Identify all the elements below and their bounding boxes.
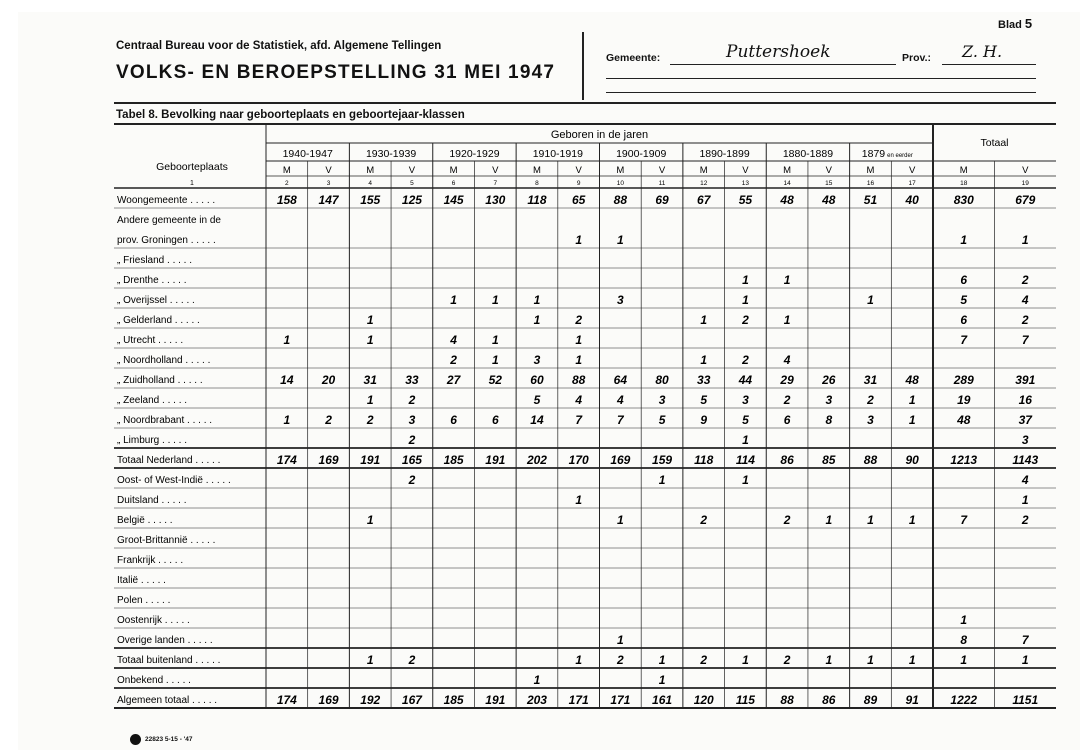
cell-value: 89 [863, 693, 878, 707]
label-header: Geboorteplaats [156, 161, 228, 173]
cell-value: 5 [742, 413, 749, 427]
cell-value: 5 [960, 293, 968, 307]
year-group-label: 1880-1889 [782, 148, 834, 160]
cell-value: 7 [960, 333, 968, 347]
cell-value: 4 [1021, 293, 1029, 307]
cell-value: 1 [575, 333, 582, 347]
sex-header: V [658, 165, 666, 176]
census-form-sheet [18, 12, 1080, 750]
column-number: 15 [825, 180, 833, 187]
label-column-number: 1 [190, 180, 194, 187]
cell-value: 1 [491, 293, 499, 307]
cell-value: 4 [1021, 473, 1029, 487]
cell-value: 1 [867, 653, 874, 667]
cell-value: 191 [485, 693, 506, 707]
cell-value: 1 [960, 233, 968, 247]
cell-value: 2 [366, 413, 374, 427]
cell-value: 7 [1021, 633, 1029, 647]
cell-value: 391 [1015, 373, 1036, 387]
cell-value: 679 [1015, 193, 1036, 207]
cell-value: 1 [825, 653, 833, 667]
cell-value: 3 [825, 393, 833, 407]
cell-value: 1 [908, 413, 916, 427]
cell-value: 1 [742, 293, 749, 307]
column-number: 13 [741, 180, 750, 187]
row-label: prov. Groningen . . . . . [117, 235, 216, 246]
cell-value: 1 [1021, 493, 1029, 507]
cell-value: 2 [700, 653, 708, 667]
cell-value: 4 [575, 393, 582, 407]
cell-value: 2 [1021, 313, 1029, 327]
cell-value: 14 [280, 373, 294, 387]
cell-value: 202 [526, 453, 547, 467]
cell-value: 1 [867, 293, 874, 307]
year-group-label: 1900-1909 [616, 148, 667, 160]
cell-value: 191 [360, 453, 381, 467]
year-group-suffix: en eerder [887, 153, 913, 159]
row-label: Overige landen . . . . . [117, 635, 213, 646]
form-title: VOLKS- EN BEROEPSTELLING 31 MEI 1947 [116, 62, 556, 83]
cell-value: 80 [655, 373, 669, 387]
cell-value: 1 [491, 333, 499, 347]
cell-value: 55 [738, 193, 753, 207]
row-label: België . . . . . [117, 515, 173, 526]
cell-value: 158 [276, 193, 297, 207]
sex-header: M [699, 165, 708, 176]
sex-header: V [408, 165, 416, 176]
cell-value: 2 [742, 313, 749, 327]
cell-value: 165 [401, 453, 422, 467]
row-label: Onbekend . . . . . [117, 675, 191, 686]
cell-value: 8 [825, 413, 833, 427]
sex-header: V [908, 165, 916, 176]
row-label: „ Zuidholland . . . . . [117, 375, 203, 386]
cell-value: 16 [1018, 393, 1032, 407]
column-number: 18 [960, 180, 968, 187]
cell-value: 3 [867, 413, 874, 427]
cell-value: 2 [783, 393, 791, 407]
cell-value: 115 [735, 693, 755, 707]
cell-value: 155 [360, 193, 381, 207]
cell-value: 48 [822, 193, 836, 207]
cell-value: 1 [700, 353, 708, 367]
cell-value: 130 [485, 193, 506, 207]
year-group-label: 1940-1947 [282, 148, 333, 160]
sex-header: V [1022, 165, 1029, 176]
cell-value: 86 [822, 693, 836, 707]
cell-value: 60 [530, 373, 544, 387]
cell-value: 167 [401, 693, 422, 707]
cell-value: 2 [408, 393, 416, 407]
cell-value: 7 [960, 513, 968, 527]
sex-header: V [742, 165, 749, 176]
province-value: Z. H. [962, 42, 1003, 61]
column-number: 8 [535, 180, 539, 187]
sex-header: M [616, 165, 625, 176]
census-table [18, 12, 1080, 750]
cell-value: 1 [658, 473, 666, 487]
row-label: Woongemeente . . . . . [117, 195, 216, 206]
cell-value: 118 [527, 193, 547, 207]
cell-value: 44 [738, 373, 753, 387]
column-number: 17 [908, 180, 916, 187]
cell-value: 69 [655, 193, 669, 207]
cell-value: 4 [450, 333, 457, 347]
cell-value: 2 [617, 653, 624, 667]
column-number: 5 [410, 180, 414, 187]
cell-value: 170 [568, 453, 589, 467]
cell-value: 2 [408, 653, 416, 667]
cell-value: 2 [408, 473, 416, 487]
cell-value: 1 [1021, 653, 1029, 667]
row-label: „ Overijssel . . . . . [117, 295, 195, 306]
year-group-label: 1910-1919 [532, 148, 583, 160]
cell-value: 2 [450, 353, 457, 367]
cell-value: 40 [905, 193, 919, 207]
sex-header: M [282, 165, 291, 176]
cell-value: 2 [408, 433, 416, 447]
group-header: Geboren in de jaren [550, 129, 649, 141]
cell-value: 1 [908, 393, 916, 407]
sex-header: V [575, 165, 582, 176]
row-label: Algemeen totaal . . . . . [117, 695, 218, 706]
cell-value: 161 [652, 693, 673, 707]
year-group-label: 1920-1929 [449, 148, 500, 160]
cell-value: 1 [617, 233, 624, 247]
gemeente-label: Gemeente: [606, 52, 661, 64]
print-code [130, 734, 192, 745]
column-number: 3 [326, 180, 331, 187]
cell-value: 20 [321, 373, 336, 387]
column-number: 14 [783, 180, 791, 187]
cell-value: 67 [697, 193, 711, 207]
row-label: „ Noordholland . . . . . [117, 355, 211, 366]
cell-value: 1 [960, 613, 968, 627]
cell-value: 1213 [950, 453, 978, 467]
cell-value: 88 [863, 453, 878, 467]
cell-value: 3 [408, 413, 416, 427]
cell-value: 174 [276, 453, 297, 467]
cell-value: 6 [960, 313, 968, 327]
column-number: 4 [368, 180, 373, 187]
row-label: „ Utrecht . . . . . [117, 335, 184, 346]
row-label: Italië . . . . . [117, 575, 166, 586]
cell-value: 33 [405, 373, 419, 387]
column-number: 7 [493, 180, 498, 187]
cell-value: 3 [533, 353, 541, 367]
cell-value: 1 [491, 353, 499, 367]
row-label: Duitsland . . . . . [117, 495, 187, 506]
cell-value: 86 [780, 453, 794, 467]
cell-value: 2 [1021, 273, 1029, 287]
cell-value: 5 [533, 393, 541, 407]
cell-value: 7 [575, 413, 582, 427]
cell-value: 2 [700, 513, 708, 527]
cell-value: 3 [617, 293, 624, 307]
sex-header: V [825, 165, 832, 176]
cell-value: 1 [575, 493, 582, 507]
cell-value: 1 [366, 513, 374, 527]
cell-value: 1 [658, 653, 666, 667]
cell-value: 192 [360, 693, 381, 707]
cell-value: 1 [533, 293, 541, 307]
cell-value: 6 [783, 413, 791, 427]
cell-value: 7 [1021, 333, 1029, 347]
cell-value: 6 [960, 273, 968, 287]
cell-value: 31 [863, 373, 878, 387]
cell-value: 1 [283, 333, 291, 347]
year-group-label: 1890-1899 [699, 148, 750, 160]
cell-value: 88 [571, 373, 586, 387]
cell-value: 7 [617, 413, 624, 427]
cell-value: 169 [610, 453, 631, 467]
cell-value: 1 [783, 273, 791, 287]
sex-header: M [959, 165, 968, 176]
cell-value: 51 [863, 193, 878, 207]
cell-value: 2 [742, 353, 749, 367]
year-group-label: 1930-1939 [365, 148, 417, 160]
cell-value: 3 [742, 393, 749, 407]
cell-value: 171 [610, 693, 631, 707]
cell-value: 88 [780, 693, 794, 707]
cell-value: 1 [960, 653, 968, 667]
column-number: 10 [616, 180, 624, 187]
cell-value: 2 [783, 513, 791, 527]
column-number: 11 [658, 180, 666, 187]
cell-value: 147 [318, 193, 339, 207]
row-label: „ Drenthe . . . . . [117, 275, 187, 286]
cell-value: 125 [401, 193, 422, 207]
printer-logo-icon [130, 734, 141, 745]
cell-value: 48 [780, 193, 794, 207]
cell-value: 8 [960, 633, 968, 647]
column-number: 12 [700, 180, 708, 187]
cell-value: 52 [488, 373, 502, 387]
cell-value: 289 [953, 373, 974, 387]
cell-value: 159 [652, 453, 673, 467]
cell-value: 1 [617, 513, 624, 527]
cell-value: 4 [783, 353, 791, 367]
cell-value: 185 [443, 453, 464, 467]
cell-value: 120 [693, 693, 714, 707]
sex-header: V [492, 165, 499, 176]
cell-value: 1 [533, 673, 541, 687]
cell-value: 1 [742, 653, 749, 667]
cell-value: 1 [867, 513, 874, 527]
row-label: Oost- of West-Indië . . . . . [117, 475, 231, 486]
cell-value: 6 [491, 413, 499, 427]
sex-header: M [449, 165, 458, 176]
cell-value: 1 [283, 413, 291, 427]
row-label: Totaal buitenland . . . . . [117, 655, 221, 666]
cell-value: 1 [575, 233, 582, 247]
row-label: „ Friesland . . . . . [117, 255, 193, 266]
cell-value: 91 [905, 693, 919, 707]
table-title: Tabel 8. Bevolking naar geboorteplaats en geboortejaar-klassen [116, 109, 465, 121]
cell-value: 14 [530, 413, 544, 427]
cell-value: 169 [318, 693, 339, 707]
row-label: „ Gelderland . . . . . [117, 315, 200, 326]
cell-value: 2 [575, 313, 582, 327]
cell-value: 1 [575, 653, 582, 667]
cell-value: 830 [953, 193, 974, 207]
cell-value: 171 [568, 693, 589, 707]
cell-value: 2 [325, 413, 332, 427]
cell-value: 145 [443, 193, 464, 207]
cell-value: 3 [1021, 433, 1029, 447]
cell-value: 185 [443, 693, 464, 707]
cell-value: 9 [700, 413, 708, 427]
column-number: 2 [285, 180, 289, 187]
cell-value: 1 [700, 313, 708, 327]
cell-value: 48 [905, 373, 919, 387]
cell-value: 203 [526, 693, 547, 707]
total-header: Totaal [980, 137, 1009, 149]
cell-value: 6 [450, 413, 457, 427]
cell-value: 1 [450, 293, 457, 307]
cell-value: 19 [957, 393, 971, 407]
cell-value: 1 [783, 313, 791, 327]
sex-header: M [366, 165, 375, 176]
row-label: Polen . . . . . [117, 595, 171, 606]
cell-value: 174 [276, 693, 297, 707]
cell-value: 85 [822, 453, 836, 467]
cell-value: 29 [780, 373, 794, 387]
row-label: Andere gemeente in de [117, 215, 221, 226]
cell-value: 31 [363, 373, 377, 387]
cell-value: 1 [742, 273, 749, 287]
cell-value: 2 [867, 393, 874, 407]
cell-value: 1151 [1012, 693, 1039, 707]
cell-value: 88 [613, 193, 628, 207]
row-label: „ Zeeland . . . . . [117, 395, 188, 406]
cell-value: 1 [908, 513, 916, 527]
sex-header: M [533, 165, 541, 176]
cell-value: 191 [485, 453, 506, 467]
cell-value: 1 [617, 633, 624, 647]
cell-value: 1143 [1012, 453, 1039, 467]
cell-value: 169 [318, 453, 339, 467]
cell-value: 1 [1021, 233, 1029, 247]
sex-header: V [325, 165, 332, 176]
cell-value: 26 [822, 373, 836, 387]
sheet-label-text: Blad [998, 19, 1022, 31]
column-number: 19 [1021, 180, 1029, 187]
row-label: Groot-Brittannië . . . . . [117, 535, 216, 546]
cell-value: 1 [825, 513, 833, 527]
gemeente-value: Puttershoek [726, 42, 831, 62]
print-code-text: 22823 5-15 - '47 [145, 736, 193, 743]
cell-value: 1 [366, 313, 374, 327]
row-label: Frankrijk . . . . . [117, 555, 184, 566]
cell-value: 118 [694, 453, 714, 467]
cell-value: 4 [617, 393, 624, 407]
cell-value: 48 [957, 413, 971, 427]
year-group-label: 1879 en eerder [861, 148, 913, 160]
cell-value: 1 [908, 653, 916, 667]
cell-value: 3 [658, 393, 666, 407]
row-label: „ Limburg . . . . . [117, 435, 188, 446]
row-label: „ Noordbrabant . . . . . [117, 415, 213, 426]
cell-value: 1 [366, 393, 374, 407]
cell-value: 5 [700, 393, 708, 407]
sex-header: M [866, 165, 875, 176]
cell-value: 1 [742, 473, 749, 487]
cell-value: 27 [446, 373, 461, 387]
row-label: Oostenrijk . . . . . [117, 615, 190, 626]
cell-value: 1 [366, 333, 374, 347]
row-label: Totaal Nederland . . . . . [117, 455, 221, 466]
sex-header: M [783, 165, 792, 176]
cell-value: 1 [658, 673, 666, 687]
sheet-number: 5 [1024, 16, 1033, 31]
cell-value: 37 [1018, 413, 1032, 427]
column-number: 16 [866, 180, 875, 187]
cell-value: 114 [735, 453, 755, 467]
cell-value: 1222 [950, 693, 978, 707]
province-label: Prov.: [902, 52, 931, 64]
cell-value: 90 [905, 453, 919, 467]
cell-value: 1 [575, 353, 582, 367]
column-number: 9 [576, 180, 581, 187]
cell-value: 2 [1021, 513, 1029, 527]
cell-value: 5 [658, 413, 666, 427]
cell-value: 1 [533, 313, 541, 327]
cell-value: 1 [366, 653, 374, 667]
column-number: 6 [451, 180, 456, 187]
bureau-name: Centraal Bureau voor de Statistiek, afd. Algemene Tellingen [116, 40, 442, 52]
cell-value: 64 [613, 373, 628, 387]
cell-value: 1 [742, 433, 749, 447]
cell-value: 33 [697, 373, 711, 387]
cell-value: 65 [571, 193, 586, 207]
cell-value: 2 [783, 653, 791, 667]
